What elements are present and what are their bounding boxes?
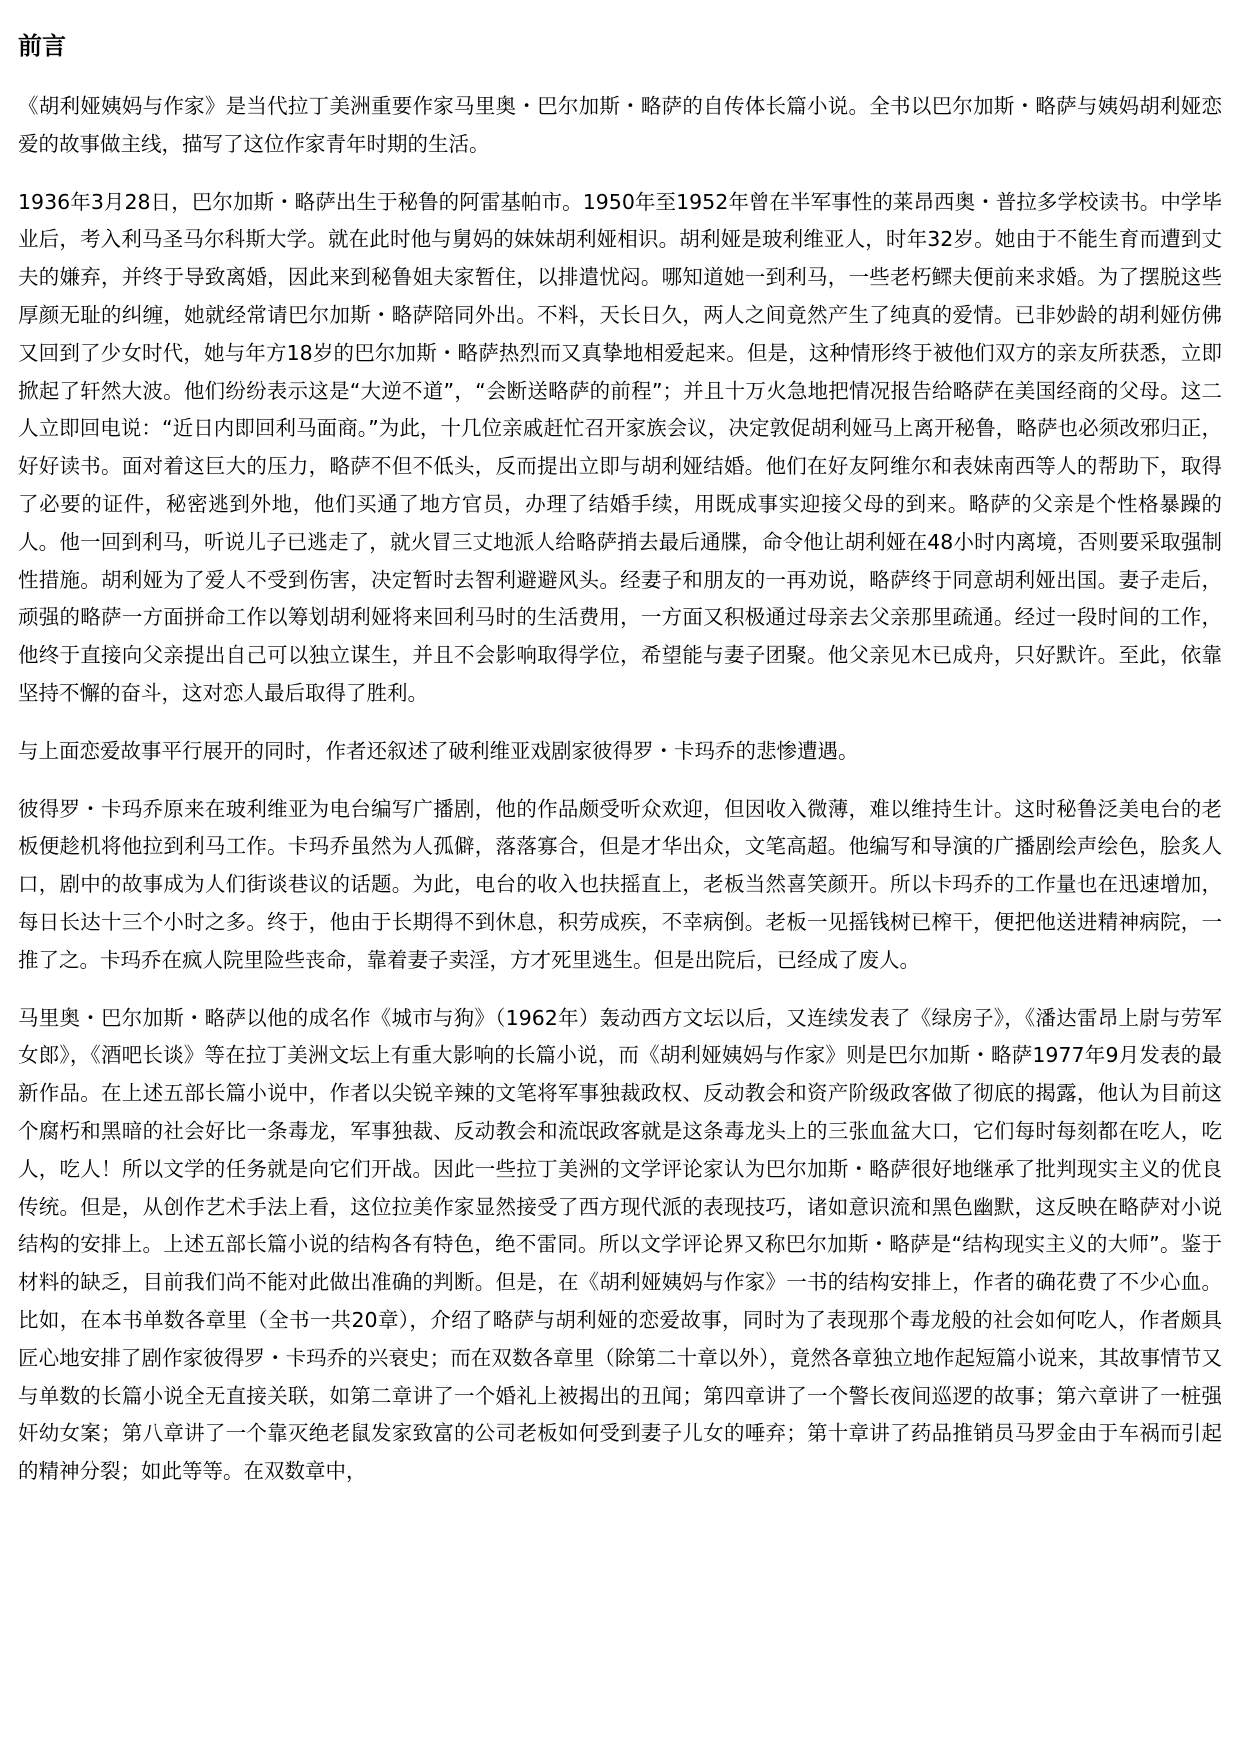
paragraph-camacho: 彼得罗・卡玛乔原来在玻利维亚为电台编写广播剧，他的作品颇受听众欢迎，但因收入微薄，难以维持生计。这时秘鲁泛美电台的老板便趁机将他拉到利马工作。卡玛乔虽然为人孤僻，落落寡合，但是才华出众，文笔高超。他编写和导演的广播剧绘声绘色，脍炙人口，剧中的故事成为人们街谈巷议的话题。为此，电台的收入也扶摇直上，老板当然喜笑颜开。所以卡玛乔的工作量也在迅速增加，每日长达十三个小时之多。终于，他由于长期得不到休息，积劳成疾，不幸病倒。老板一见摇钱树已榨干，便把他送进精神病院，一推了之。卡玛乔在疯人院里险些丧命，靠着妻子卖淫，方才死里逃生。但是出院后，已经成了废人。 [18, 796, 1222, 972]
paragraph-works: 马里奥・巴尔加斯・略萨以他的成名作《城市与狗》（1962年）轰动西方文坛以后，又连续发表了《绿房子》，《潘达雷昂上尉与劳军女郎》，《酒吧长谈》等在拉丁美洲文坛上有重大影响的长篇小说，而《胡利娅姨妈与作家》则是巴尔加斯・略萨1977年9月发表的最新作品。在上述五部长篇小说中，作者以尖锐辛辣的文笔将军事独裁政权、反动教会和资产阶级政客做了彻底的揭露，他认为目前这个腐朽和黑暗的社会好比一条毒龙，军事独裁、反动教会和流氓政客就是这条毒龙头上的三张血盆大口，它们每时每刻都在吃人，吃人，吃人！所以文学的任务就是向它们开战。因此一些拉丁美洲的文学评论家认为巴尔加斯・略萨很好地继承了批判现实主义的优良传统。但是，从创作艺术手法上看，这位拉美作家显然接受了西方现代派的表现技巧，诸如意识流和黑色幽默，这反映在略萨对小说结构的安排上。上述五部长篇小说的结构各有特色，绝不雷同。所以文学评论界又称巴尔加斯・略萨是“结构现实主义的大师”。鉴于材料的缺乏，目前我们尚不能对此做出准确的判断。但是，在《胡利娅姨妈与作家》一书的结构安排上，作者的确花费了不少心血。比如，在本书单数各章里（全书一共20章），介绍了略萨与胡利娅的恋爱故事，同时为了表现那个毒龙般的社会如何吃人，作者颇具匠心地安排了剧作家彼得罗・卡玛乔的兴衰史；而在双数各章里（除第二十章以外），竟然各章独立地作起短篇小说来，其故事情节又与单数的长篇小说全无直接关联，如第二章讲了一个婚礼上被揭出的丑闻；第四章讲了一个警长夜间巡逻的故事；第六章讲了一桩强奸幼女案；第八章讲了一个靠灭绝老鼠发家致富的公司老板如何受到妻子儿女的唾弃；第十章讲了药品推销员马罗金由于车祸而引起的精神分裂；如此等等。在双数章中， [18, 1005, 1222, 1484]
paragraph-biography: 1936年3月28日，巴尔加斯・略萨出生于秘鲁的阿雷基帕市。1950年至1952年曾在半军事性的莱昂西奥・普拉多学校读书。中学毕业后，考入利马圣马尔科斯大学。就在此时他与舅妈的妹妹胡利娅相识。胡利娅是玻利维亚人，时年32岁。她由于不能生育而遭到丈夫的嫌弃，并终于导致离婚，因此来到秘鲁姐夫家暂住，以排遣忧闷。哪知道她一到利马，一些老朽鳏夫便前来求婚。为了摆脱这些厚颜无耻的纠缠，她就经常请巴尔加斯・略萨陪同外出。不料，天长日久，两人之间竟然产生了纯真的爱情。已非妙龄的胡利娅仿佛又回到了少女时代，她与年方18岁的巴尔加斯・略萨热烈而又真挚地相爱起来。但是，这种情形终于被他们双方的亲友所获悉，立即掀起了轩然大波。他们纷纷表示这是“大逆不道”，“会断送略萨的前程”；并且十万火急地把情况报告给略萨在美国经商的父母。这二人立即回电说：“近日内即回利马面商。”为此，十几位亲戚赶忙召开家族会议，决定敦促胡利娅马上离开秘鲁，略萨也必须改邪归正，好好读书。面对着这巨大的压力，略萨不但不低头，反而提出立即与胡利娅结婚。他们在好友阿维尔和表妹南西等人的帮助下，取得了必要的证件，秘密逃到外地，他们买通了地方官员，办理了结婚手续，用既成事实迎接父母的到来。略萨的父亲是个性格暴躁的人。他一回到利马，听说儿子已逃走了，就火冒三丈地派人给略萨捎去最后通牒，命令他让胡利娅在48小时内离境，否则要采取强制性措施。胡利娅为了爱人不受到伤害，决定暂时去智利避避风头。经妻子和朋友的一再劝说，略萨终于同意胡利娅出国。妻子走后，顽强的略萨一方面拼命工作以筹划胡利娅将来回利马时的生活费用，一方面又积极通过母亲去父亲那里疏通。经过一段时间的工作，他终于直接向父亲提出自己可以独立谋生，并且不会影响取得学位，希望能与妻子团聚。他父亲见木已成舟，只好默许。至此，依靠坚持不懈的奋斗，这对恋人最后取得了胜利。 [18, 189, 1222, 705]
page-title: 前言 [18, 32, 66, 60]
paragraph-intro: 《胡利娅姨妈与作家》是当代拉丁美洲重要作家马里奥・巴尔加斯・略萨的自传体长篇小说。全书以巴尔加斯・略萨与姨妈胡利娅恋爱的故事做主线，描写了这位作家青年时期的生活。 [18, 94, 1222, 156]
paragraph-parallel-story: 与上面恋爱故事平行展开的同时，作者还叙述了破利维亚戏剧家彼得罗・卡玛乔的悲惨遭遇。 [18, 738, 859, 763]
